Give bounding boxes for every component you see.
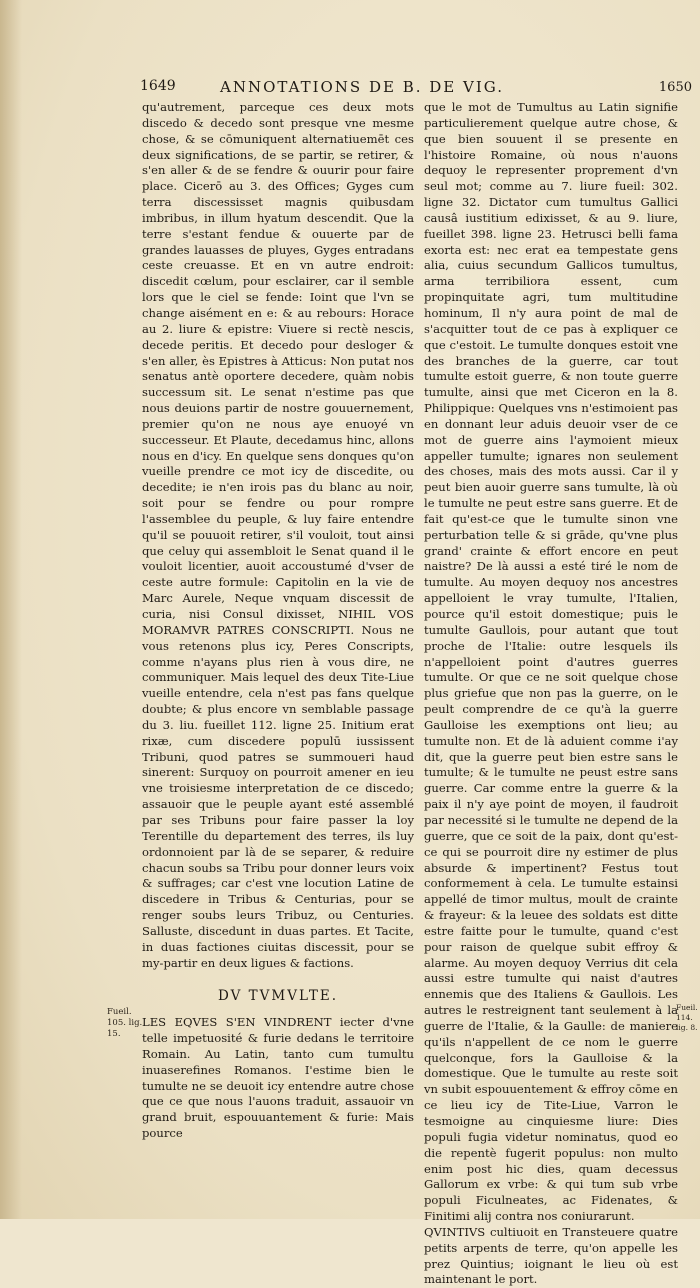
- page-number-left: 1649: [140, 78, 176, 94]
- running-header: [140, 78, 692, 102]
- spine-shadow: [0, 0, 22, 1219]
- running-title: ANNOTATIONS DE B. DE VIG.: [220, 78, 504, 96]
- section-title: DV TVMVLTE.: [218, 988, 338, 1005]
- page-number-right: 1650: [658, 80, 692, 95]
- margin-note-left: Fueil. 105. lig. 15.: [107, 1007, 143, 1039]
- right-paragraph-2: QVINTIVS cultiuoit en Transteuere quatre petits arpents de terre, qu'on appelle les prez Quintius; ioignant le lieu où est maintenant le port.: [424, 1224, 678, 1287]
- left-paragraph-1: qu'autrement, parceque ces deux mots discedo & decedo sont presque vne mesme chose, & se cōmuniquent alternatiuemēt ces deux significations, de se partir, se retirer, & s'en aller & de se fendre & ouurir pour faire place. Cicerō au 3. des Offices; Gyges cum terra discessisset magnis quibusdam imbribus, in illum hyatum descendit. Que la terre s'estant fendue & ouuerte par de grandes lauasses de pluyes, Gyges entradans ceste creuasse. Et en vn autre endroit: discedit cœlum, pour esclairer, car il semble lors que le ciel se fende: Ioint que l'vn se change aisément en e: & au rebours: Horace au 2. liure & epistre: Viuere si rectè nescis, decede peritis. Et decedo pour desloger & s'en aller, ès Epistres à Atticus: Non putat nos senatus antè oportere decedere, quàm nobis successum sit. Le senat n'estime pas que nous deuions partir de nostre gouuernement, premier qu'on ne nous aye enuoyé vn successeur. Et Plaute, decedamus hinc, allons nous en d'icy. En quelque sens donques qu'on vueille prendre ce mot icy de discedite, ou decedite; ie n'en irois pas du blanc au noir, soit pour se fendre ou pour rompre l'assemblee du peuple, & luy faire entendre qu'il se pouuoit retirer, s'il vouloit, tout ainsi que celuy qui assembloit le Senat quand il le vouloit licentier, auoit accoustumé d'vser de ceste autre formule: Capitolin en la vie de Marc Aurele, Neque vnquam discessit de curia, nisi Consul dixisset, NIHIL VOS MORAMVR PATRES CONSCRIPTI. Nous ne vous retenons plus icy, Peres Conscripts, comme n'ayans plus rien à vous dire, ne communiquer. Mais lequel des deux Tite-Liue vueille entendre, cela n'est pas fans quelque doubte; & plus encore vn semblable passage du 3. liu. fueillet 112. ligne 25. Initium erat rixæ, cum discedere populū iussissent Tribuni, quod patres se summoueri haud sinerent: Surquoy on pourroit amener en ieu vne troisiesme interpretation de ce discedo; assauoir que le peuple ayant esté assemblé par ses Tribuns pour faire passer la loy Terentille du departement des terres, ils luy ordonnoient par là de se separer, & reduire chacun soubs sa Tribu pour donner leurs voix & suffrages; car c'est vne locution Latine de discedere in Tribus & Centurias, pour se renger soubs leurs Tribuz, ou Centuries. Salluste, discedunt in duas partes. Et Tacite, in duas factiones ciuitas discessit, pour se my-partir en deux ligues & factions.: [142, 100, 414, 970]
- margin-note-right: Fueil. 114. lig. 8.: [676, 1003, 698, 1032]
- right-column: [424, 100, 678, 1288]
- left-paragraph-2: LES EQVES S'EN VINDRENT iecter d'vne telle impetuosité & furie dedans le territoire Romain. Au Latin, tanto cum tumultu inuaserefines Romanos. I'estime bien le tumulte ne se deuoit icy entendre autre chose que ce que nous l'auons traduit, assauoir vn grand bruit, espouuantement & furie: Mais pource: [142, 1015, 414, 1141]
- left-column: [142, 100, 414, 1142]
- right-paragraph-1: que le mot de Tumultus au Latin signifie particulierement quelque autre chose, & que bien souuent il se presente en l'histoire Romaine, où nous n'auons dequoy le representer proprement d'vn seul mot; comme au 7. liure fueil: 302. ligne 32. Dictator cum tumultus Gallici causâ iustitium edixisset, & au 9. liure, fueillet 398. ligne 23. Hetrusci belli fama exorta est: nec erat ea tempestate gens alia, cuius secundum Gallicos tumultus, arma terribiliora essent, cum propinquitate agri, tum multitudine hominum, Il n'y aura point de mal de s'acquitter tout de ce pas à expliquer ce que c'estoit. Le tumulte donques estoit vne des branches de la guerre, car tout tumulte estoit guerre, & non toute guerre tumulte, ainsi que met Ciceron en la 8. Philippique: Quelques vns n'estimoient pas en donnant leur aduis deuoir vser de ce mot de guerre ains l'aymoient mieux appeller tumulte; ignares non seulement des choses, mais des mots aussi. Car il y peut bien auoir guerre sans tumulte, là où le tumulte ne peut estre sans guerre. Et de fait qu'est-ce que le tumulte sinon vne perturbation telle & si grāde, qu'vne plus grand' crainte & effort encore en peut naistre? De là aussi a esté tiré le nom de tumulte. Au moyen dequoy nos ancestres appelloient le vray tumulte, l'Italien, pource qu'il estoit domestique; puis le tumulte Gaullois, pour autant que tout proche de l'Italie: outre lesquels ils n'appelloient point d'autres guerres tumulte. Or que ce ne soit quelque chose plus griefue que non pas la guerre, on le peult comprendre de ce qu'à la guerre Gaulloise les exemptions ont lieu; au tumulte non. Et de là aduient comme i'ay dit, que la guerre peut bien estre sans le tumulte; & le tumulte ne peust estre sans guerre. Car comme entre la guerre & la paix il n'y aye point de moyen, il faudroit par necessité si le tumulte ne depend de la guerre, que ce soit de la paix, dont qu'est-ce qui se pourroit dire ny estimer de plus absurde & impertinent? Festus tout conformement à cela. Le tumulte estainsi appellé de timor multus, moult de crainte & frayeur: & la leuee des soldats est ditte estre faitte pour le tumulte, quand c'est pour raison de quelque subit effroy & alarme. Au moyen dequoy Verrius dit cela aussi estre tumulte qui naist d'autres ennemis que des Italiens & Gaullois. Les autres le restreignent tant seulement à la guerre de l'Italie, & la Gaulle: de maniere qu'ils n'appellent de ce nom le guerre quelconque, fors la Gaulloise & la domestique. Que le tumulte au reste soit vn subit espouuentement & effroy cōme en ce lieu icy de Tite-Liue, Varron le tesmoigne au cinquiesme liure: Dies populi fugia videtur nominatus, quod eo die repentè fugerit populus: non multo enim post hic dies, quam decessus Gallorum ex vrbe: & qui tum sub vrbe populi Ficulneates, ac Fidenates, & Finitimi alij contra nos coniurarunt.: [424, 100, 678, 1224]
